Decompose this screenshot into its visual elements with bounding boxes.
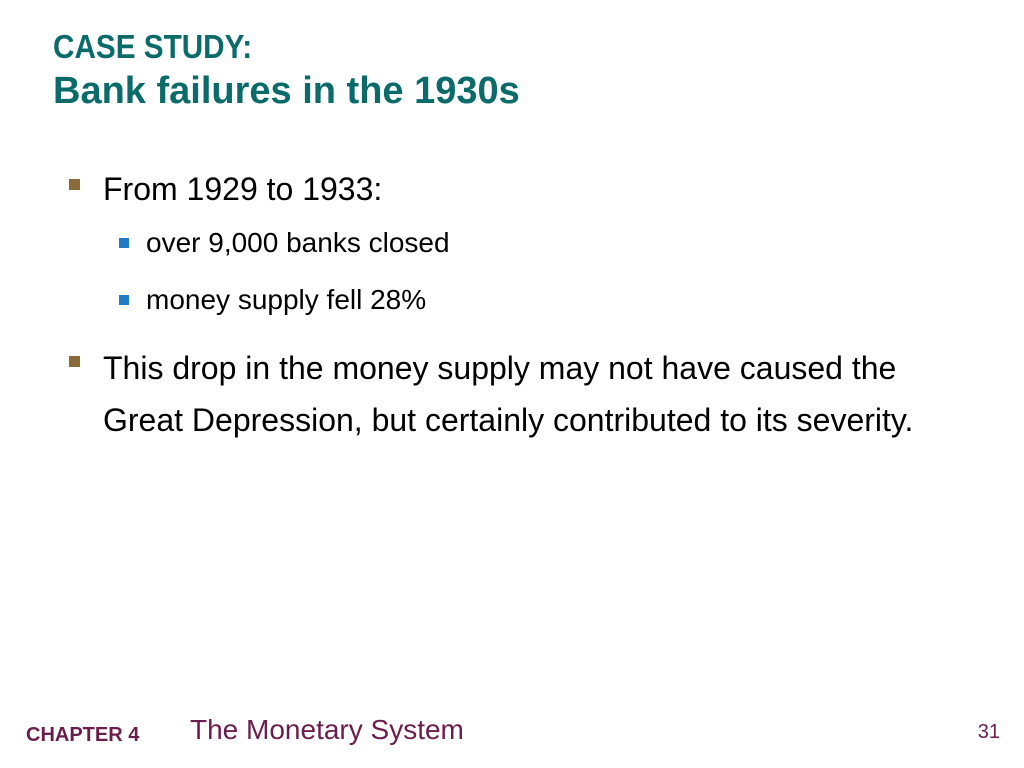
sub-bullet-item [119, 283, 426, 317]
sub-bullet-text: over 9,000 banks closed [146, 227, 450, 258]
bullet-item [69, 342, 929, 446]
page-number: 31 [977, 721, 1000, 743]
square-bullet-icon [119, 295, 129, 305]
chapter-title: The Monetary System [190, 714, 464, 745]
title-line-case-study: CASE STUDY: [53, 28, 253, 65]
slide-footer [0, 708, 1024, 758]
bullet-item [69, 165, 382, 213]
title-line-topic: Bank failures in the 1930s [53, 70, 520, 112]
square-bullet-icon [119, 238, 129, 248]
chapter-label: CHAPTER 4 [26, 724, 140, 746]
sub-bullet-item [119, 226, 450, 260]
square-bullet-icon [69, 179, 80, 190]
slide-title [53, 26, 520, 114]
bullet-text: This drop in the money supply may not have caused the Great Depression, but certainly contributed to its severity. [103, 350, 914, 438]
sub-bullet-text: money supply fell 28% [146, 284, 427, 315]
bullet-text: From 1929 to 1933: [103, 171, 383, 207]
square-bullet-icon [69, 356, 80, 367]
